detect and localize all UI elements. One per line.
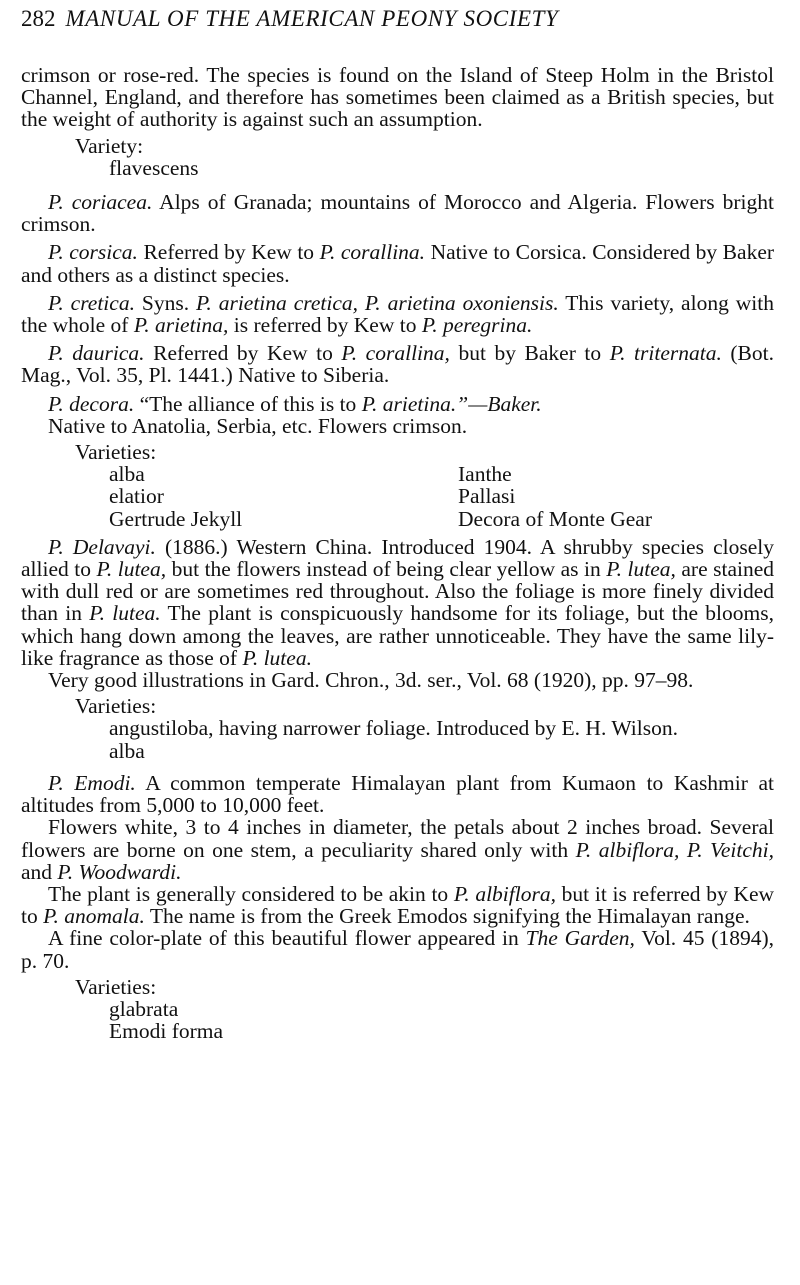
species-name: P. cretica. <box>48 290 135 315</box>
running-head <box>21 4 774 34</box>
decora-native: Native to Anatolia, Serbia, etc. Flowers crimson. <box>48 413 468 438</box>
variety-item: Ianthe <box>458 462 512 487</box>
species-reference: P. albiflora, <box>453 881 556 906</box>
species-reference: P. arietina.”—Baker. <box>361 391 542 416</box>
entry-text: This variety, along with the whole of <box>21 290 774 338</box>
entry-text: Syns. <box>141 290 190 315</box>
entry-emodi <box>21 772 774 816</box>
entry-text: A common temperate Himalayan plant from Kumaon to Kashmir at altitudes from 5,000 to 10,000 feet. <box>21 770 774 818</box>
species-name: P. coriacea. <box>48 190 153 215</box>
species-reference: P. lutea, <box>96 557 167 582</box>
species-reference: P. lutea. <box>89 601 161 626</box>
species-reference: P. albiflora, <box>575 837 680 862</box>
species-reference: P. corallina. <box>319 240 426 265</box>
entry-text: Alps of Granada; mountains of Morocco and Algeria. Flowers bright crimson. <box>21 190 774 237</box>
publication-title: The Garden, <box>525 926 635 951</box>
variety-item: alba <box>109 738 145 763</box>
species-reference: P. arietina oxoniensis. <box>364 290 559 315</box>
species-name: P. decora. <box>48 391 135 416</box>
entry-corsica <box>21 241 774 285</box>
entry-text: “The alliance of this is to <box>139 391 357 416</box>
entry-text: The plant is generally considered to be akin to <box>48 881 449 906</box>
species-reference: P. Veitchi, <box>686 837 775 862</box>
variety-item: flavescens <box>109 155 199 180</box>
entry-coriacea <box>21 191 774 235</box>
entry-text: The plant is conspicuously handsome for its foliage, but the blooms, which hang down among the leaves, are rather unnoticeable. They have the same lily-like fragrance as those of <box>21 601 774 670</box>
variety-item: Pallasi <box>458 484 516 509</box>
entry-text: but the flowers instead of being clear yellow as in <box>171 557 601 582</box>
decora-varieties <box>21 463 774 530</box>
species-name: P. corsica. <box>48 240 138 265</box>
varieties-label: Varieties: <box>75 440 157 465</box>
entry-text: but it is referred by Kew to <box>21 881 775 929</box>
emodi-kinship <box>21 883 774 927</box>
entry-text: Vol. 45 (1894), p. 70. <box>21 926 774 973</box>
species-reference: P. arietina, <box>133 313 229 338</box>
varieties-column-left <box>109 463 458 530</box>
species-name: P. Emodi. <box>48 770 136 795</box>
species-reference: P. arietina cretica, <box>196 290 358 315</box>
entry-delavayi <box>21 536 774 669</box>
varieties-label: Varieties: <box>75 974 157 999</box>
entry-text: The name is from the Greek Emodos signifying the Himalayan range. <box>149 904 750 929</box>
entry-text: Referred by Kew to <box>153 341 333 366</box>
species-reference: P. anomala. <box>43 904 145 929</box>
entry-text: are stained with dull red or are sometimes red throughout. Also the foliage is more finely divided than in <box>21 557 775 626</box>
emodi-colorplate <box>21 927 774 971</box>
species-reference: P. lutea. <box>242 645 312 670</box>
species-reference: P. lutea, <box>606 557 676 582</box>
entry-text: is referred by Kew to <box>233 313 417 338</box>
variety-item: alba <box>109 462 145 487</box>
variety-item: glabrata <box>109 996 179 1021</box>
running-title: MANUAL OF THE AMERICAN PEONY SOCIETY <box>65 6 559 31</box>
species-reference: P. peregrina. <box>421 313 533 338</box>
page-number: 282 <box>21 6 56 31</box>
emodi-flowers <box>21 816 774 883</box>
entry-text: Native to Corsica. Considered by Baker and others as a distinct species. <box>21 240 775 287</box>
variety-item: elatior <box>109 484 164 509</box>
species-reference: P. triternata. <box>609 341 722 366</box>
species-name: P. Delavayi. <box>48 534 156 559</box>
entry-decora <box>21 393 774 415</box>
variety-item: angustiloba, having narrower foliage. Introduced by E. H. Wilson. <box>109 716 678 741</box>
species-reference: P. corallina, <box>341 341 450 366</box>
varieties-column-right <box>458 463 774 530</box>
entry-daurica <box>21 342 774 386</box>
entry-cretica <box>21 292 774 336</box>
species-name: P. daurica. <box>48 341 145 366</box>
entry-text: (Bot. Mag., Vol. 35, Pl. 1441.) Native to Siberia. <box>21 341 774 388</box>
variety-item: Decora of Monte Gear <box>458 506 653 531</box>
entry-text: Referred by Kew to <box>143 240 315 265</box>
entry-text: and <box>21 859 53 884</box>
variety-item: Emodi forma <box>109 1019 224 1044</box>
species-reference: P. Woodwardi. <box>57 859 182 884</box>
entry-text: Flowers white, 3 to 4 inches in diameter, the petals about 2 inches broad. Several flowers are borne on one stem, a peculiarity shared only with <box>21 815 774 862</box>
varieties-label: Varieties: <box>75 694 157 719</box>
delavayi-illustrations: Very good illustrations in Gard. Chron., 3d. ser., Vol. 68 (1920), pp. 97–98. <box>48 668 694 693</box>
entry-text: but by Baker to <box>458 341 602 366</box>
intro-paragraph: crimson or rose-red. The species is found on the Island of Steep Holm in the Bristol Channel, England, and therefore has sometimes been claimed as a British species, but the weight of authority is against such an assumption. <box>21 63 774 132</box>
entry-text: (1886.) Western China. Introduced 1904. A shrubby species closely allied to <box>21 534 774 582</box>
variety-item: Gertrude Jekyll <box>109 506 243 531</box>
variety-label: Variety: <box>75 133 144 158</box>
entry-text: A fine color-plate of this beautiful flower appeared in <box>48 926 519 951</box>
